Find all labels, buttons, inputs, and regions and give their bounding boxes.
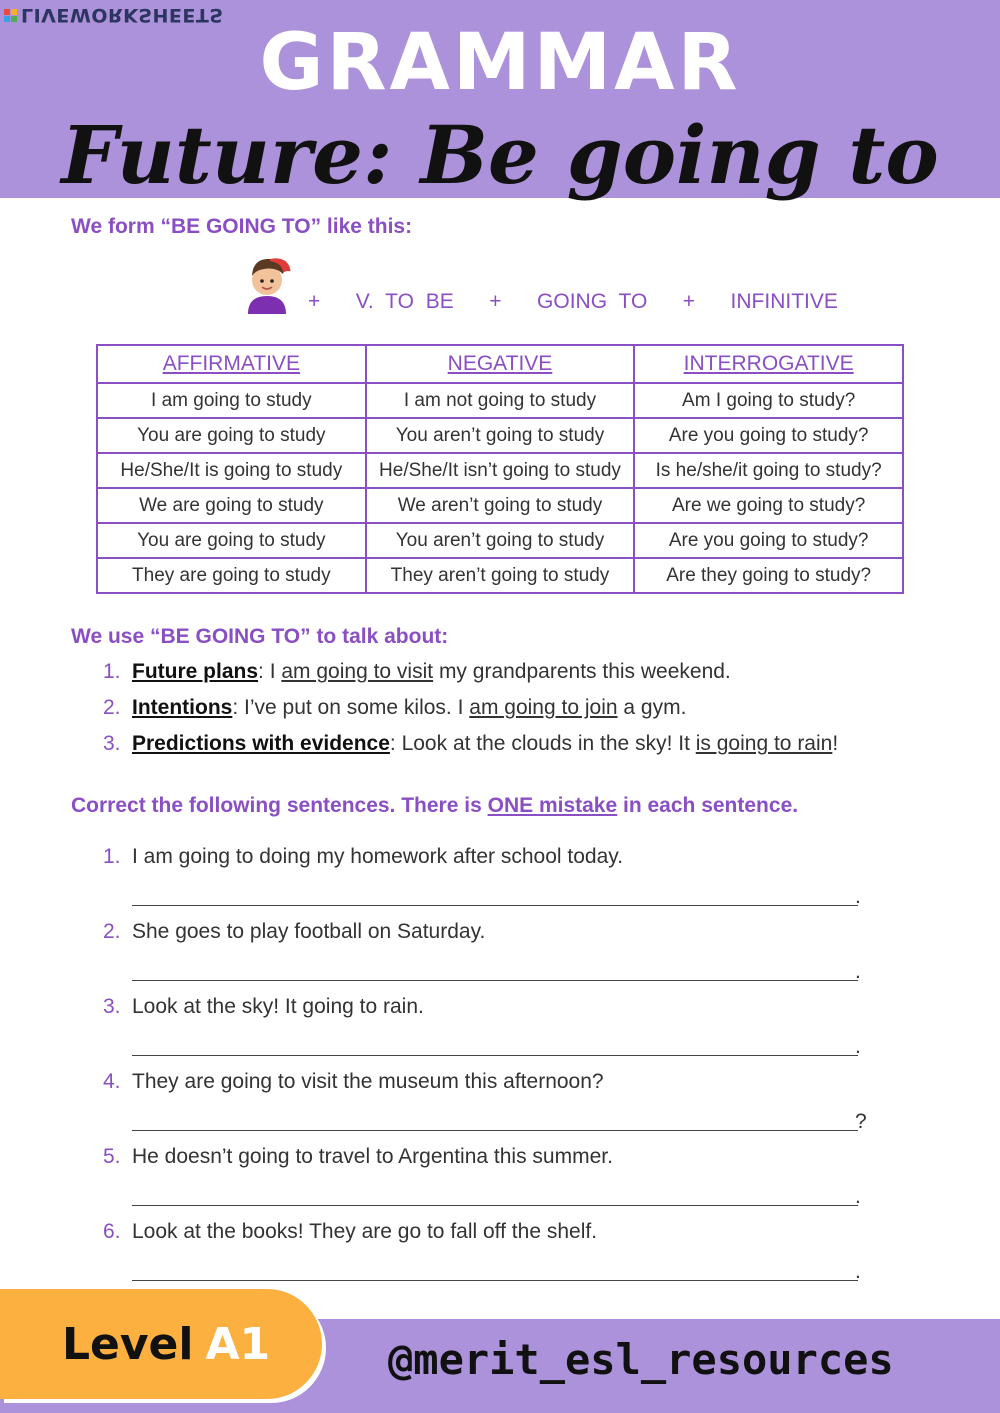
table-cell: Are they going to study?	[634, 558, 903, 593]
table-cell: Am I going to study?	[634, 383, 903, 418]
table-cell: We are going to study	[97, 488, 366, 523]
use-label: Future plans	[132, 660, 259, 683]
table-row	[97, 523, 903, 558]
answer-line[interactable]	[132, 1175, 858, 1206]
form-heading: We form “BE GOING TO” like this:	[71, 215, 413, 238]
example-highlight: am going to visit	[281, 660, 434, 683]
item-number: 4.	[103, 1070, 121, 1093]
exercise-sentence: She goes to play football on Saturday.	[132, 920, 486, 943]
logo-text: LIVEWORKSHEETS	[21, 4, 224, 26]
example-text: Look at the clouds in the sky! It	[401, 732, 696, 755]
answer-line[interactable]	[132, 1100, 858, 1131]
exercise-item	[103, 920, 861, 995]
page-title: GRAMMAR	[259, 18, 741, 108]
answer-line[interactable]	[132, 1025, 858, 1056]
exercise-sentence: I am going to doing my homework after school today.	[132, 845, 624, 868]
table-cell: You are going to study	[97, 418, 366, 453]
label-colon: :	[389, 732, 402, 755]
conjugation-table	[96, 344, 904, 594]
list-item	[103, 696, 838, 720]
item-number: 2.	[103, 696, 121, 719]
table-row	[97, 488, 903, 523]
exercise-sentence: He doesn’t going to travel to Argentina this summer.	[132, 1145, 613, 1168]
header-affirmative: AFFIRMATIVE	[97, 345, 366, 383]
exercise-item	[103, 1145, 861, 1220]
table-cell: You aren’t going to study	[366, 418, 635, 453]
answer-punctuation: .	[855, 1035, 861, 1058]
level-badge	[0, 1289, 322, 1399]
table-row	[97, 558, 903, 593]
item-number: 5.	[103, 1145, 121, 1168]
page-subtitle: Future: Be going to	[61, 108, 939, 202]
example-highlight: is going to rain	[695, 732, 833, 755]
use-label: Predictions with evidence	[132, 732, 390, 755]
table-cell: They aren’t going to study	[366, 558, 635, 593]
item-number: 2.	[103, 920, 121, 943]
table-cell: I am going to study	[97, 383, 366, 418]
example-text: my grandparents this weekend.	[433, 660, 731, 683]
answer-punctuation: .	[855, 1185, 861, 1208]
label-colon: :	[258, 660, 270, 683]
table-cell: Are you going to study?	[634, 523, 903, 558]
exercise-sentence: Look at the sky! It going to rain.	[132, 995, 424, 1018]
item-number: 6.	[103, 1220, 121, 1243]
example-text: !	[832, 732, 839, 755]
table-cell: I am not going to study	[366, 383, 635, 418]
answer-punctuation: .	[855, 885, 861, 908]
label-colon: :	[232, 696, 244, 719]
table-cell: Is he/she/it going to study?	[634, 453, 903, 488]
table-row	[97, 383, 903, 418]
answer-punctuation: .	[855, 1260, 861, 1283]
item-number: 1.	[103, 660, 121, 683]
table-cell: You aren’t going to study	[366, 523, 635, 558]
answer-line[interactable]	[132, 950, 858, 981]
table-cell: You are going to study	[97, 523, 366, 558]
formula	[240, 250, 838, 314]
exercise-sentence: Look at the books! They are go to fall off the shelf.	[132, 1220, 598, 1243]
table-cell: He/She/It isn’t going to study	[366, 453, 635, 488]
exercise-heading-text: in each sentence.	[617, 794, 799, 817]
formula-text: + V. TO BE + GOING TO + INFINITIVE	[308, 290, 838, 313]
table-row	[97, 453, 903, 488]
header-interrogative: INTERROGATIVE	[634, 345, 903, 383]
answer-punctuation: ?	[855, 1110, 867, 1133]
table-row	[97, 418, 903, 453]
exercise-heading-highlight: ONE mistake	[487, 794, 618, 817]
example-text: I	[269, 660, 282, 683]
use-label: Intentions	[132, 696, 233, 719]
table-cell: Are we going to study?	[634, 488, 903, 523]
answer-line[interactable]	[132, 1250, 858, 1281]
example-text: a gym.	[617, 696, 687, 719]
table-cell: Are you going to study?	[634, 418, 903, 453]
author-handle: @merit_esl_resources	[388, 1335, 894, 1384]
answer-line[interactable]	[132, 875, 858, 906]
exercise-sentence: They are going to visit the museum this afternoon?	[132, 1070, 604, 1093]
table-cell: They are going to study	[97, 558, 366, 593]
boy-avatar-icon	[240, 252, 294, 314]
table-header-row	[97, 345, 903, 383]
item-number: 3.	[103, 995, 121, 1018]
exercise-list	[103, 845, 867, 1295]
header-negative: NEGATIVE	[366, 345, 635, 383]
level-label: Level	[62, 1318, 194, 1370]
header-band	[0, 0, 1000, 202]
exercise-heading-text: Correct the following sentences. There is	[71, 794, 488, 817]
exercise-item	[103, 845, 861, 920]
uses-list	[103, 660, 838, 768]
level-code: A1	[205, 1318, 271, 1370]
exercise-item	[103, 1070, 867, 1145]
example-highlight: am going to join	[469, 696, 618, 719]
answer-punctuation: .	[855, 960, 861, 983]
table-cell: We aren’t going to study	[366, 488, 635, 523]
item-number: 1.	[103, 845, 121, 868]
table-cell: He/She/It is going to study	[97, 453, 366, 488]
exercise-item	[103, 1220, 861, 1295]
exercise-item	[103, 995, 861, 1070]
exercise-heading	[71, 794, 798, 818]
example-text: I’ve put on some kilos. I	[244, 696, 470, 719]
item-number: 3.	[103, 732, 121, 755]
list-item	[103, 732, 838, 756]
uses-heading: We use “BE GOING TO” to talk about:	[71, 625, 449, 648]
list-item	[103, 660, 838, 684]
